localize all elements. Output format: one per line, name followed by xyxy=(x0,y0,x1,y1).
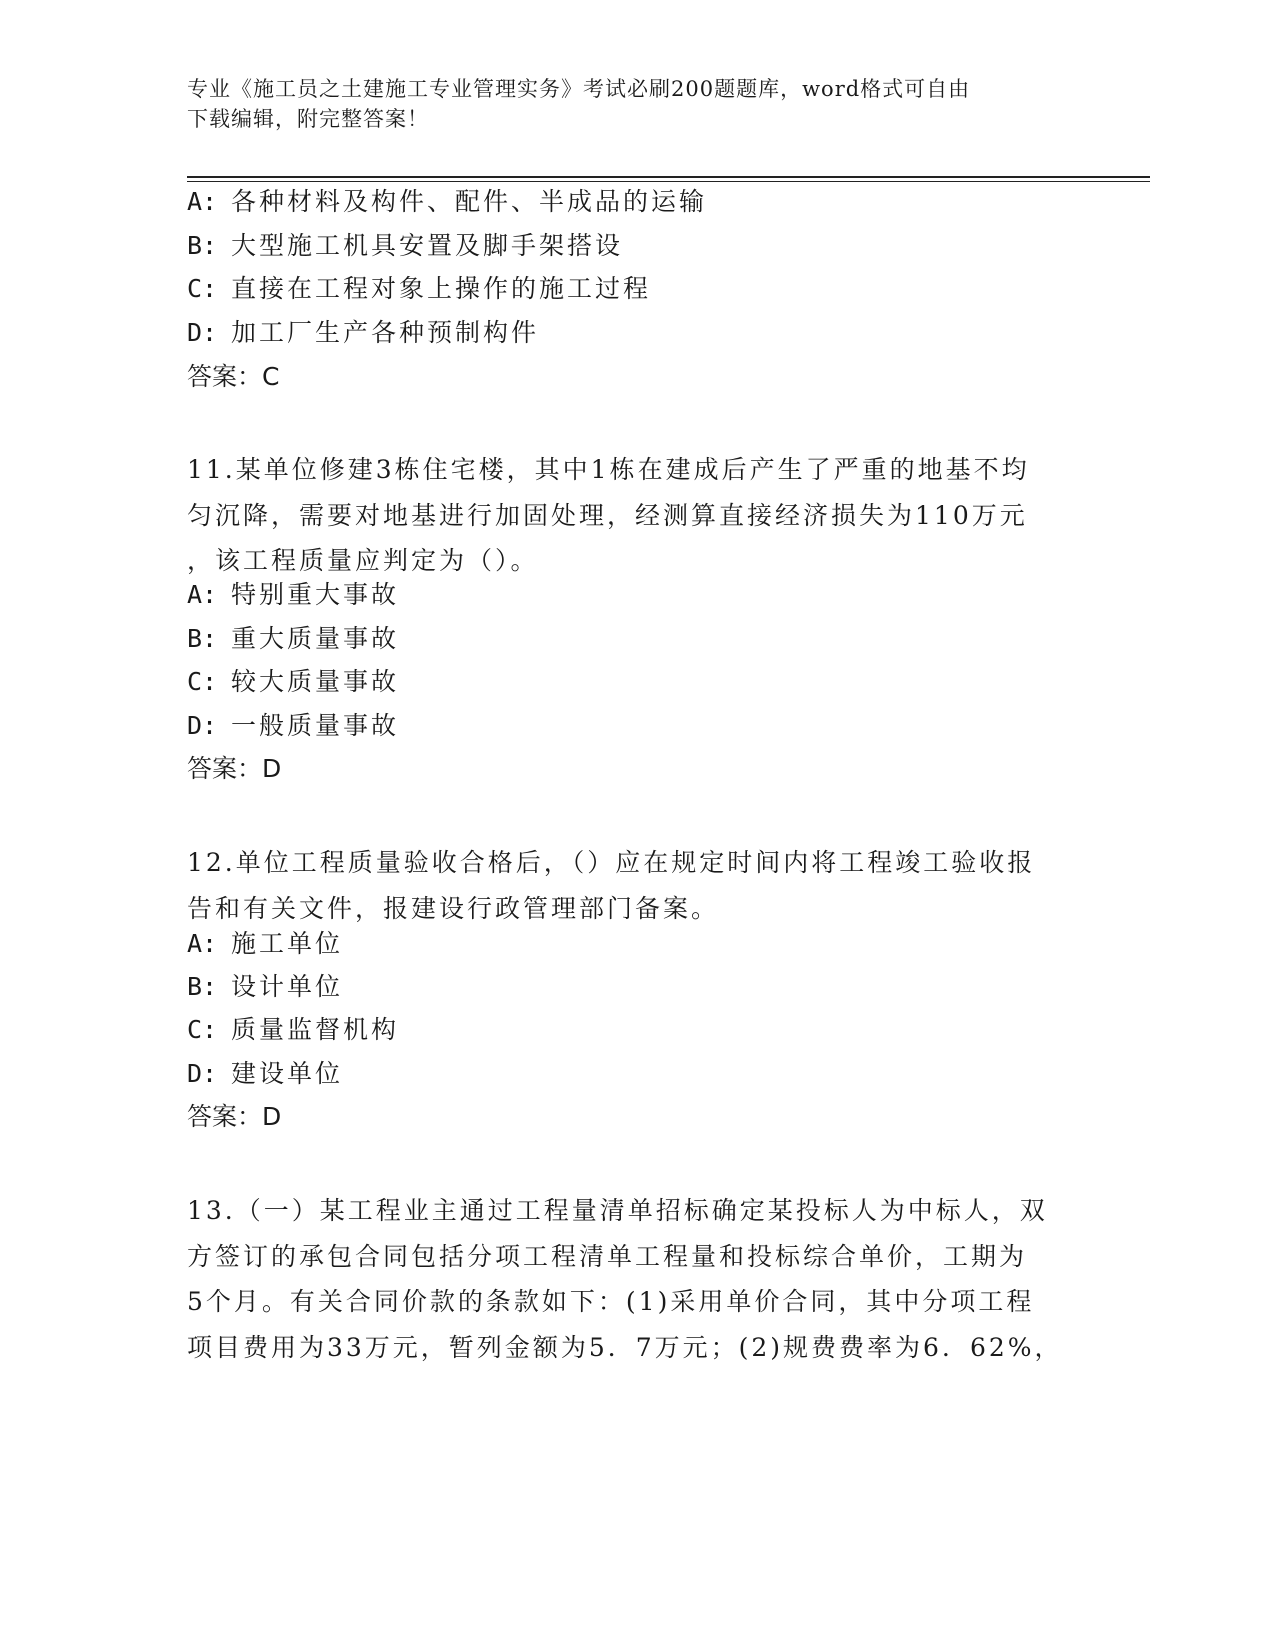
answer-line: 答案：D xyxy=(187,1102,282,1131)
option-letter: C: xyxy=(187,274,218,303)
option-a xyxy=(187,580,399,610)
option-letter: A: xyxy=(187,187,218,216)
header-line-2: 下载编辑，附完整答案！ xyxy=(187,107,429,131)
option-text: 施工单位 xyxy=(231,929,344,958)
option-c xyxy=(187,1015,399,1045)
option-d xyxy=(187,711,399,741)
question-line: 12.单位工程质量验收合格后，（）应在规定时间内将工程竣工验收报 xyxy=(187,848,1036,877)
option-text: 建设单位 xyxy=(231,1059,344,1088)
option-text: 特别重大事故 xyxy=(231,580,400,609)
option-text: 大型施工机具安置及脚手架搭设 xyxy=(231,231,624,260)
option-letter: A: xyxy=(187,929,218,958)
option-letter: D: xyxy=(187,318,218,347)
option-letter: C: xyxy=(187,667,218,696)
option-d xyxy=(187,1059,343,1089)
option-b xyxy=(187,624,399,654)
option-text: 设计单位 xyxy=(231,972,344,1001)
option-letter: C: xyxy=(187,1015,218,1044)
question-line: 告和有关文件，报建设行政管理部门备案。 xyxy=(187,893,720,923)
option-b xyxy=(187,231,623,261)
option-text: 直接在工程对象上操作的施工过程 xyxy=(231,274,652,303)
option-d xyxy=(187,318,539,348)
answer-line: 答案：C xyxy=(187,362,280,391)
header-divider xyxy=(187,176,1150,178)
question-12 xyxy=(187,840,1067,931)
option-text: 各种材料及构件、配件、半成品的运输 xyxy=(231,187,708,216)
option-text: 加工厂生产各种预制构件 xyxy=(231,318,540,347)
option-text: 重大质量事故 xyxy=(231,624,400,653)
question-13 xyxy=(187,1188,1067,1370)
option-letter: D: xyxy=(187,1059,218,1088)
option-c xyxy=(187,667,399,697)
question-line: 11.某单位修建3栋住宅楼，其中1栋在建成后产生了严重的地基不均 xyxy=(187,455,1030,484)
document-header xyxy=(187,74,1067,134)
option-letter: A: xyxy=(187,580,218,609)
question-line: ，该工程质量应判定为（）。 xyxy=(187,546,539,575)
question-line: 匀沉降，需要对地基进行加固处理，经测算直接经济损失为110万元 xyxy=(187,500,1028,530)
option-text: 质量监督机构 xyxy=(231,1015,400,1044)
option-letter: B: xyxy=(187,972,218,1001)
option-b xyxy=(187,972,343,1002)
option-text: 较大质量事故 xyxy=(231,667,400,696)
question-11 xyxy=(187,447,1067,584)
question-line: 方签订的承包合同包括分项工程清单工程量和投标综合单价，工期为 xyxy=(187,1241,1028,1271)
question-line: 5个月。有关合同价款的条款如下：(1)采用单价合同，其中分项工程 xyxy=(187,1287,1035,1316)
option-a xyxy=(187,187,707,217)
option-letter: B: xyxy=(187,231,218,260)
header-divider-thin xyxy=(187,181,1150,182)
question-line: 13.（一）某工程业主通过工程量清单招标确定某投标人为中标人，双 xyxy=(187,1196,1048,1225)
header-line-1: 专业《施工员之土建施工专业管理实务》考试必刷200题题库，word格式可自由 xyxy=(187,77,971,101)
option-a xyxy=(187,929,343,959)
option-c xyxy=(187,274,651,304)
option-letter: B: xyxy=(187,624,218,653)
option-letter: D: xyxy=(187,711,218,740)
question-line: 项目费用为33万元，暂列金额为5．7万元；(2)规费费率为6．62%， xyxy=(187,1332,1063,1362)
answer-line: 答案：D xyxy=(187,754,282,783)
option-text: 一般质量事故 xyxy=(231,711,400,740)
